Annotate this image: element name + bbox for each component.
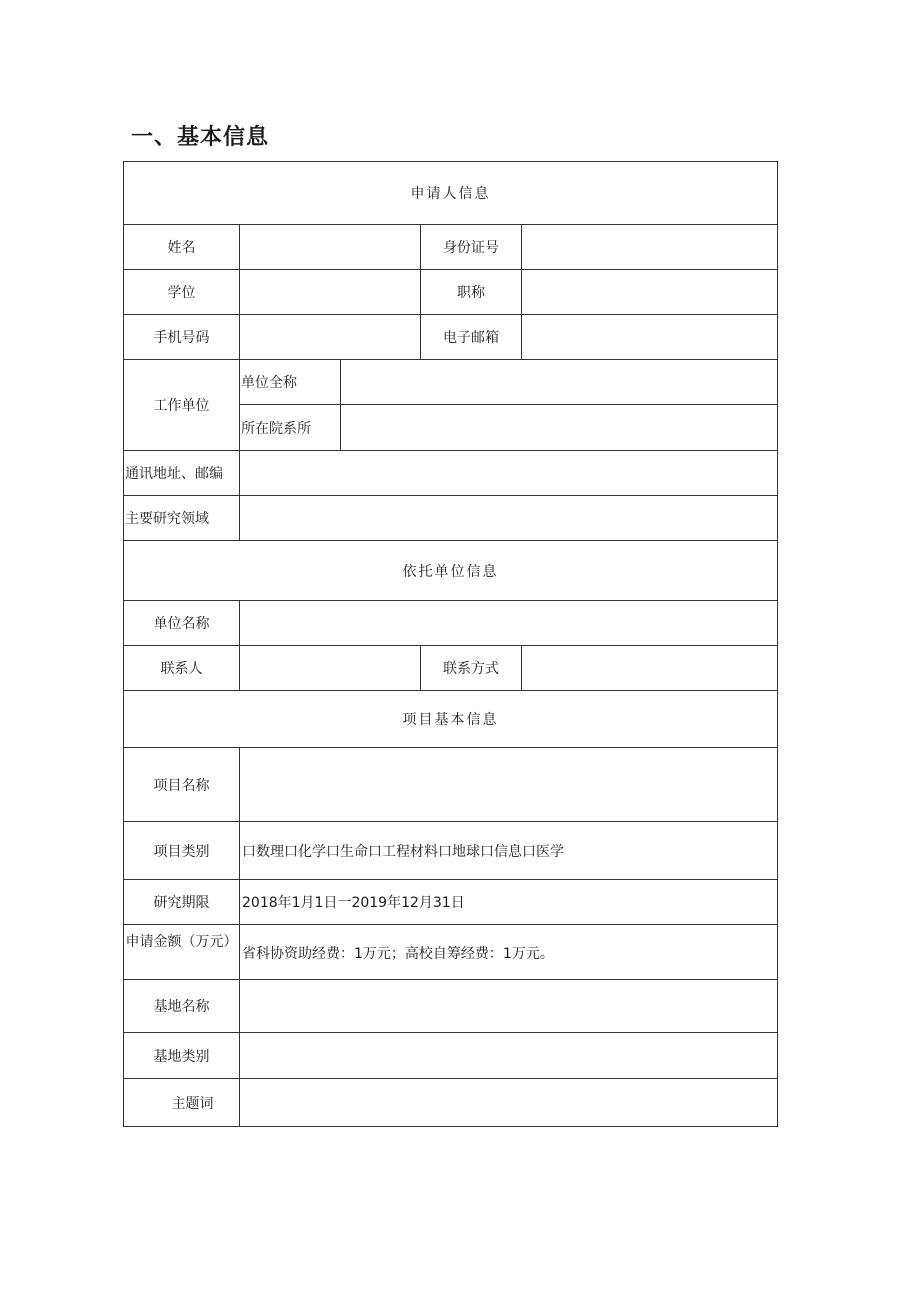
contact-person-label: 联系人 — [124, 646, 240, 691]
project-name-label: 项目名称 — [124, 748, 240, 822]
phone-label: 手机号码 — [124, 315, 240, 360]
research-field-label: 主要研究领域 — [124, 496, 240, 541]
id-number-field[interactable] — [522, 225, 778, 270]
host-name-field[interactable] — [240, 601, 778, 646]
host-section-title: 依托单位信息 — [124, 541, 778, 601]
name-label: 姓名 — [124, 225, 240, 270]
name-field[interactable] — [240, 225, 421, 270]
keywords-label: 主题词 — [124, 1079, 240, 1127]
work-unit-label: 工作单位 — [124, 360, 240, 451]
unit-full-name-field[interactable] — [341, 360, 778, 405]
page-heading: 一、基本信息 — [131, 125, 270, 150]
department-label: 所在院系所 — [240, 405, 341, 451]
email-field[interactable] — [522, 315, 778, 360]
base-name-label: 基地名称 — [124, 980, 240, 1033]
keywords-field[interactable] — [240, 1079, 778, 1127]
unit-full-name-label: 单位全称 — [240, 360, 341, 405]
phone-field[interactable] — [240, 315, 421, 360]
base-type-field[interactable] — [240, 1033, 778, 1079]
degree-label: 学位 — [124, 270, 240, 315]
research-period-label: 研究期限 — [124, 880, 240, 925]
title-rank-field[interactable] — [522, 270, 778, 315]
project-name-field[interactable] — [240, 748, 778, 822]
base-type-label: 基地类别 — [124, 1033, 240, 1079]
address-label: 通讯地址、邮编 — [124, 451, 240, 496]
host-name-label: 单位名称 — [124, 601, 240, 646]
contact-method-label: 联系方式 — [421, 646, 522, 691]
basic-info-form — [123, 161, 778, 1127]
contact-person-field[interactable] — [240, 646, 421, 691]
email-label: 电子邮箱 — [421, 315, 522, 360]
amount-value[interactable]: 省科协资助经费：1万元；高校自筹经费：1万元。 — [240, 925, 778, 980]
base-name-field[interactable] — [240, 980, 778, 1033]
research-field-field[interactable] — [240, 496, 778, 541]
contact-method-field[interactable] — [522, 646, 778, 691]
project-category-label: 项目类别 — [124, 822, 240, 880]
amount-label: 申请金额（万元） — [124, 925, 240, 980]
degree-field[interactable] — [240, 270, 421, 315]
id-number-label: 身份证号 — [421, 225, 522, 270]
address-field[interactable] — [240, 451, 778, 496]
project-section-title: 项目基本信息 — [124, 691, 778, 748]
project-category-options[interactable]: 口数理口化学口生命口工程材料口地球口信息口医学 — [240, 822, 778, 880]
research-period-value[interactable]: 2018年1月1日一2019年12月31日 — [240, 880, 778, 925]
department-field[interactable] — [341, 405, 778, 451]
title-rank-label: 职称 — [421, 270, 522, 315]
applicant-section-title: 申请人信息 — [124, 162, 778, 225]
